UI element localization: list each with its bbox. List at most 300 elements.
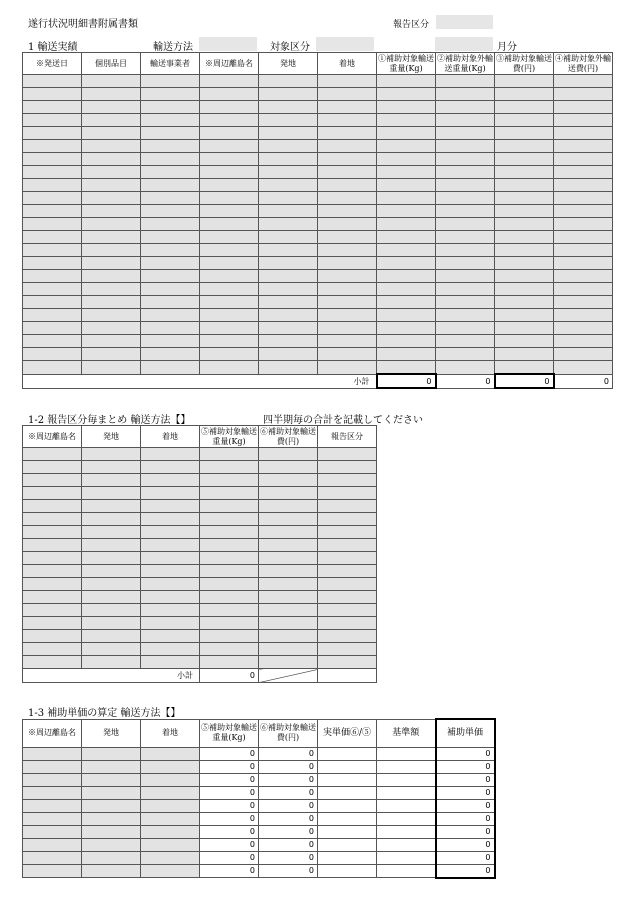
input-cell[interactable] <box>200 166 259 179</box>
input-cell[interactable] <box>23 205 82 218</box>
input-cell[interactable] <box>200 244 259 257</box>
input-cell[interactable] <box>318 244 377 257</box>
input-cell[interactable] <box>23 591 82 604</box>
input-cell[interactable] <box>259 526 318 539</box>
input-cell[interactable] <box>259 270 318 283</box>
input-cell[interactable] <box>82 851 141 864</box>
input-cell[interactable] <box>554 153 613 166</box>
input-cell[interactable] <box>23 192 82 205</box>
input-cell[interactable] <box>554 166 613 179</box>
input-cell[interactable] <box>23 656 82 669</box>
input-cell[interactable] <box>318 643 377 656</box>
input-cell[interactable] <box>554 140 613 153</box>
input-cell[interactable] <box>377 218 436 231</box>
input-cell[interactable] <box>554 296 613 309</box>
input-cell[interactable] <box>259 322 318 335</box>
input-cell[interactable] <box>200 140 259 153</box>
input-cell[interactable] <box>82 348 141 361</box>
input-cell[interactable] <box>141 448 200 461</box>
input-cell[interactable] <box>318 617 377 630</box>
input-cell[interactable] <box>23 487 82 500</box>
input-cell[interactable] <box>141 75 200 88</box>
input-cell[interactable] <box>82 461 141 474</box>
input-cell[interactable] <box>141 578 200 591</box>
input-cell[interactable] <box>200 192 259 205</box>
input-cell[interactable] <box>436 192 495 205</box>
input-cell[interactable] <box>554 309 613 322</box>
input-cell[interactable] <box>377 140 436 153</box>
input-cell[interactable] <box>318 231 377 244</box>
input-cell[interactable] <box>318 656 377 669</box>
input-cell[interactable] <box>436 153 495 166</box>
input-cell[interactable] <box>141 565 200 578</box>
input-cell[interactable] <box>23 88 82 101</box>
input-cell[interactable] <box>23 140 82 153</box>
input-cell[interactable] <box>82 101 141 114</box>
input-cell[interactable] <box>200 617 259 630</box>
input-cell[interactable] <box>23 75 82 88</box>
input-cell[interactable] <box>259 179 318 192</box>
input-cell[interactable] <box>23 539 82 552</box>
input-cell[interactable] <box>23 760 82 773</box>
input-cell[interactable] <box>318 552 377 565</box>
section1-month-field[interactable] <box>435 37 493 51</box>
input-cell[interactable] <box>318 88 377 101</box>
input-cell[interactable] <box>259 244 318 257</box>
input-cell[interactable] <box>495 166 554 179</box>
input-cell[interactable] <box>318 461 377 474</box>
input-cell[interactable] <box>259 114 318 127</box>
input-cell[interactable] <box>318 309 377 322</box>
input-cell[interactable] <box>141 231 200 244</box>
input-cell[interactable] <box>141 630 200 643</box>
input-cell[interactable] <box>141 322 200 335</box>
input-cell[interactable] <box>141 192 200 205</box>
input-cell[interactable] <box>259 552 318 565</box>
input-cell[interactable] <box>200 361 259 375</box>
input-cell[interactable] <box>141 166 200 179</box>
input-cell[interactable] <box>200 257 259 270</box>
input-cell[interactable] <box>141 140 200 153</box>
input-cell[interactable] <box>436 218 495 231</box>
input-cell[interactable] <box>259 643 318 656</box>
input-cell[interactable] <box>200 539 259 552</box>
input-cell[interactable] <box>377 192 436 205</box>
input-cell[interactable] <box>200 591 259 604</box>
input-cell[interactable] <box>82 270 141 283</box>
input-cell[interactable] <box>495 244 554 257</box>
input-cell[interactable] <box>259 296 318 309</box>
input-cell[interactable] <box>200 296 259 309</box>
input-cell[interactable] <box>82 838 141 851</box>
input-cell[interactable] <box>23 864 82 878</box>
input-cell[interactable] <box>318 539 377 552</box>
input-cell[interactable] <box>82 448 141 461</box>
input-cell[interactable] <box>23 513 82 526</box>
input-cell[interactable] <box>436 335 495 348</box>
input-cell[interactable] <box>377 179 436 192</box>
input-cell[interactable] <box>200 448 259 461</box>
input-cell[interactable] <box>436 296 495 309</box>
input-cell[interactable] <box>495 140 554 153</box>
input-cell[interactable] <box>23 578 82 591</box>
input-cell[interactable] <box>23 500 82 513</box>
input-cell[interactable] <box>141 656 200 669</box>
input-cell[interactable] <box>377 361 436 375</box>
input-cell[interactable] <box>23 643 82 656</box>
input-cell[interactable] <box>23 851 82 864</box>
input-cell[interactable] <box>200 578 259 591</box>
input-cell[interactable] <box>82 179 141 192</box>
input-cell[interactable] <box>495 153 554 166</box>
input-cell[interactable] <box>377 114 436 127</box>
input-cell[interactable] <box>436 75 495 88</box>
input-cell[interactable] <box>200 565 259 578</box>
input-cell[interactable] <box>318 283 377 296</box>
input-cell[interactable] <box>318 296 377 309</box>
input-cell[interactable] <box>82 617 141 630</box>
input-cell[interactable] <box>318 179 377 192</box>
input-cell[interactable] <box>259 231 318 244</box>
input-cell[interactable] <box>259 604 318 617</box>
input-cell[interactable] <box>82 786 141 799</box>
input-cell[interactable] <box>200 270 259 283</box>
input-cell[interactable] <box>200 153 259 166</box>
input-cell[interactable] <box>495 309 554 322</box>
input-cell[interactable] <box>259 513 318 526</box>
input-cell[interactable] <box>436 166 495 179</box>
input-cell[interactable] <box>82 75 141 88</box>
input-cell[interactable] <box>141 747 200 760</box>
input-cell[interactable] <box>200 101 259 114</box>
input-cell[interactable] <box>82 773 141 786</box>
input-cell[interactable] <box>82 747 141 760</box>
input-cell[interactable] <box>141 617 200 630</box>
input-cell[interactable] <box>82 127 141 140</box>
input-cell[interactable] <box>82 812 141 825</box>
input-cell[interactable] <box>259 101 318 114</box>
input-cell[interactable] <box>436 179 495 192</box>
input-cell[interactable] <box>23 825 82 838</box>
input-cell[interactable] <box>82 604 141 617</box>
input-cell[interactable] <box>259 474 318 487</box>
input-cell[interactable] <box>82 283 141 296</box>
input-cell[interactable] <box>200 552 259 565</box>
input-cell[interactable] <box>259 578 318 591</box>
input-cell[interactable] <box>82 335 141 348</box>
input-cell[interactable] <box>318 513 377 526</box>
input-cell[interactable] <box>259 257 318 270</box>
input-cell[interactable] <box>141 309 200 322</box>
input-cell[interactable] <box>436 361 495 375</box>
input-cell[interactable] <box>318 101 377 114</box>
input-cell[interactable] <box>377 101 436 114</box>
input-cell[interactable] <box>141 851 200 864</box>
input-cell[interactable] <box>141 604 200 617</box>
input-cell[interactable] <box>436 231 495 244</box>
input-cell[interactable] <box>82 296 141 309</box>
input-cell[interactable] <box>82 864 141 878</box>
input-cell[interactable] <box>554 127 613 140</box>
input-cell[interactable] <box>82 309 141 322</box>
input-cell[interactable] <box>377 88 436 101</box>
input-cell[interactable] <box>436 283 495 296</box>
input-cell[interactable] <box>141 786 200 799</box>
input-cell[interactable] <box>200 114 259 127</box>
input-cell[interactable] <box>259 565 318 578</box>
input-cell[interactable] <box>200 656 259 669</box>
input-cell[interactable] <box>200 231 259 244</box>
input-cell[interactable] <box>259 75 318 88</box>
input-cell[interactable] <box>82 552 141 565</box>
section1-target-field[interactable] <box>316 37 374 51</box>
input-cell[interactable] <box>141 461 200 474</box>
input-cell[interactable] <box>141 526 200 539</box>
input-cell[interactable] <box>377 283 436 296</box>
input-cell[interactable] <box>141 643 200 656</box>
input-cell[interactable] <box>495 88 554 101</box>
input-cell[interactable] <box>259 205 318 218</box>
input-cell[interactable] <box>141 114 200 127</box>
input-cell[interactable] <box>82 526 141 539</box>
input-cell[interactable] <box>200 630 259 643</box>
input-cell[interactable] <box>436 309 495 322</box>
input-cell[interactable] <box>259 361 318 375</box>
input-cell[interactable] <box>200 643 259 656</box>
input-cell[interactable] <box>141 513 200 526</box>
input-cell[interactable] <box>23 244 82 257</box>
input-cell[interactable] <box>82 591 141 604</box>
input-cell[interactable] <box>23 114 82 127</box>
input-cell[interactable] <box>23 179 82 192</box>
input-cell[interactable] <box>259 591 318 604</box>
input-cell[interactable] <box>318 140 377 153</box>
input-cell[interactable] <box>141 773 200 786</box>
input-cell[interactable] <box>23 127 82 140</box>
input-cell[interactable] <box>200 335 259 348</box>
input-cell[interactable] <box>318 630 377 643</box>
input-cell[interactable] <box>23 474 82 487</box>
input-cell[interactable] <box>23 361 82 375</box>
input-cell[interactable] <box>377 205 436 218</box>
input-cell[interactable] <box>436 348 495 361</box>
input-cell[interactable] <box>495 296 554 309</box>
input-cell[interactable] <box>82 500 141 513</box>
input-cell[interactable] <box>200 205 259 218</box>
input-cell[interactable] <box>495 348 554 361</box>
input-cell[interactable] <box>554 101 613 114</box>
input-cell[interactable] <box>554 231 613 244</box>
input-cell[interactable] <box>495 75 554 88</box>
input-cell[interactable] <box>23 838 82 851</box>
input-cell[interactable] <box>259 448 318 461</box>
input-cell[interactable] <box>200 127 259 140</box>
input-cell[interactable] <box>436 322 495 335</box>
input-cell[interactable] <box>82 487 141 500</box>
input-cell[interactable] <box>259 283 318 296</box>
input-cell[interactable] <box>23 101 82 114</box>
input-cell[interactable] <box>495 322 554 335</box>
input-cell[interactable] <box>554 75 613 88</box>
input-cell[interactable] <box>23 231 82 244</box>
input-cell[interactable] <box>82 244 141 257</box>
input-cell[interactable] <box>259 461 318 474</box>
input-cell[interactable] <box>141 179 200 192</box>
input-cell[interactable] <box>23 218 82 231</box>
input-cell[interactable] <box>82 114 141 127</box>
input-cell[interactable] <box>377 309 436 322</box>
input-cell[interactable] <box>554 244 613 257</box>
input-cell[interactable] <box>259 539 318 552</box>
input-cell[interactable] <box>259 140 318 153</box>
input-cell[interactable] <box>259 153 318 166</box>
input-cell[interactable] <box>259 630 318 643</box>
input-cell[interactable] <box>377 322 436 335</box>
input-cell[interactable] <box>82 630 141 643</box>
input-cell[interactable] <box>318 578 377 591</box>
input-cell[interactable] <box>495 283 554 296</box>
input-cell[interactable] <box>23 552 82 565</box>
input-cell[interactable] <box>200 500 259 513</box>
input-cell[interactable] <box>554 335 613 348</box>
input-cell[interactable] <box>141 487 200 500</box>
report-category-field[interactable] <box>436 15 493 29</box>
input-cell[interactable] <box>554 257 613 270</box>
input-cell[interactable] <box>495 257 554 270</box>
input-cell[interactable] <box>141 812 200 825</box>
input-cell[interactable] <box>141 760 200 773</box>
input-cell[interactable] <box>436 114 495 127</box>
input-cell[interactable] <box>259 192 318 205</box>
input-cell[interactable] <box>554 322 613 335</box>
input-cell[interactable] <box>23 812 82 825</box>
input-cell[interactable] <box>318 361 377 375</box>
input-cell[interactable] <box>318 565 377 578</box>
input-cell[interactable] <box>141 552 200 565</box>
input-cell[interactable] <box>318 218 377 231</box>
input-cell[interactable] <box>200 474 259 487</box>
input-cell[interactable] <box>82 825 141 838</box>
input-cell[interactable] <box>318 604 377 617</box>
input-cell[interactable] <box>23 786 82 799</box>
input-cell[interactable] <box>318 75 377 88</box>
input-cell[interactable] <box>141 296 200 309</box>
input-cell[interactable] <box>318 348 377 361</box>
input-cell[interactable] <box>495 361 554 375</box>
input-cell[interactable] <box>495 101 554 114</box>
input-cell[interactable] <box>200 348 259 361</box>
input-cell[interactable] <box>141 257 200 270</box>
input-cell[interactable] <box>200 526 259 539</box>
input-cell[interactable] <box>318 500 377 513</box>
input-cell[interactable] <box>23 166 82 179</box>
input-cell[interactable] <box>495 218 554 231</box>
input-cell[interactable] <box>23 617 82 630</box>
input-cell[interactable] <box>318 114 377 127</box>
input-cell[interactable] <box>200 88 259 101</box>
input-cell[interactable] <box>495 192 554 205</box>
input-cell[interactable] <box>318 526 377 539</box>
input-cell[interactable] <box>141 838 200 851</box>
input-cell[interactable] <box>436 205 495 218</box>
input-cell[interactable] <box>23 799 82 812</box>
input-cell[interactable] <box>554 218 613 231</box>
input-cell[interactable] <box>141 244 200 257</box>
input-cell[interactable] <box>141 500 200 513</box>
input-cell[interactable] <box>141 539 200 552</box>
input-cell[interactable] <box>141 270 200 283</box>
input-cell[interactable] <box>200 283 259 296</box>
input-cell[interactable] <box>23 322 82 335</box>
input-cell[interactable] <box>23 747 82 760</box>
input-cell[interactable] <box>318 448 377 461</box>
input-cell[interactable] <box>200 218 259 231</box>
input-cell[interactable] <box>318 192 377 205</box>
input-cell[interactable] <box>259 166 318 179</box>
input-cell[interactable] <box>495 114 554 127</box>
input-cell[interactable] <box>141 474 200 487</box>
input-cell[interactable] <box>377 244 436 257</box>
input-cell[interactable] <box>200 322 259 335</box>
input-cell[interactable] <box>259 656 318 669</box>
input-cell[interactable] <box>23 270 82 283</box>
input-cell[interactable] <box>141 864 200 878</box>
input-cell[interactable] <box>318 127 377 140</box>
input-cell[interactable] <box>495 179 554 192</box>
input-cell[interactable] <box>82 192 141 205</box>
input-cell[interactable] <box>259 487 318 500</box>
input-cell[interactable] <box>141 101 200 114</box>
input-cell[interactable] <box>82 231 141 244</box>
input-cell[interactable] <box>23 604 82 617</box>
input-cell[interactable] <box>554 348 613 361</box>
input-cell[interactable] <box>200 604 259 617</box>
input-cell[interactable] <box>259 127 318 140</box>
input-cell[interactable] <box>259 218 318 231</box>
input-cell[interactable] <box>377 348 436 361</box>
input-cell[interactable] <box>259 88 318 101</box>
input-cell[interactable] <box>141 361 200 375</box>
input-cell[interactable] <box>436 244 495 257</box>
input-cell[interactable] <box>200 487 259 500</box>
input-cell[interactable] <box>141 591 200 604</box>
input-cell[interactable] <box>82 361 141 375</box>
input-cell[interactable] <box>377 257 436 270</box>
input-cell[interactable] <box>377 270 436 283</box>
input-cell[interactable] <box>23 348 82 361</box>
input-cell[interactable] <box>200 513 259 526</box>
input-cell[interactable] <box>141 153 200 166</box>
input-cell[interactable] <box>436 127 495 140</box>
input-cell[interactable] <box>495 205 554 218</box>
input-cell[interactable] <box>141 335 200 348</box>
input-cell[interactable] <box>141 799 200 812</box>
input-cell[interactable] <box>82 539 141 552</box>
input-cell[interactable] <box>23 257 82 270</box>
input-cell[interactable] <box>23 296 82 309</box>
input-cell[interactable] <box>23 309 82 322</box>
input-cell[interactable] <box>82 257 141 270</box>
input-cell[interactable] <box>495 127 554 140</box>
input-cell[interactable] <box>495 335 554 348</box>
input-cell[interactable] <box>82 760 141 773</box>
input-cell[interactable] <box>554 283 613 296</box>
input-cell[interactable] <box>318 591 377 604</box>
input-cell[interactable] <box>318 257 377 270</box>
input-cell[interactable] <box>141 205 200 218</box>
input-cell[interactable] <box>23 773 82 786</box>
input-cell[interactable] <box>23 526 82 539</box>
